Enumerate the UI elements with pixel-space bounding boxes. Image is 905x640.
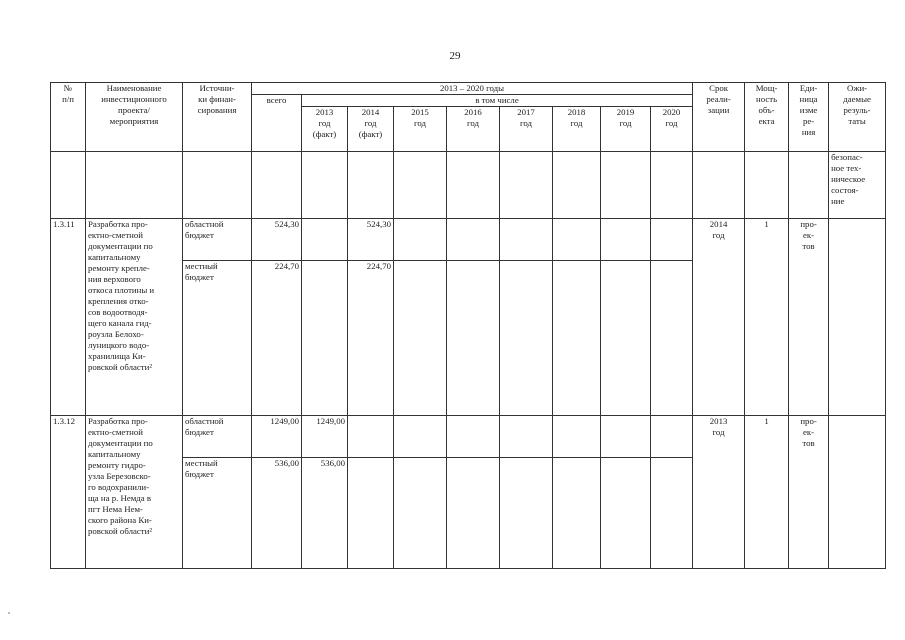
amount-2013 bbox=[302, 261, 348, 416]
header-year-2020: 2020 год bbox=[651, 107, 693, 152]
header-year-2019: 2019 год bbox=[601, 107, 651, 152]
expected-result bbox=[829, 416, 886, 569]
investment-projects-table bbox=[50, 82, 886, 569]
header-source: Источни- ки финан- сирования bbox=[183, 83, 252, 152]
amount-total: 224,70 bbox=[252, 261, 302, 416]
project-name: Разработка про- ектно-сметной документации по капитальному ремонту гидро- узла Березовско- го водохранили- ща на р. Немда в пгт Нема Нем- ского района Ки- ровской области² bbox=[86, 416, 183, 569]
row-number: 1.3.11 bbox=[51, 219, 86, 416]
amount-total: 536,00 bbox=[252, 458, 302, 569]
header-year-2017: 2017 год bbox=[500, 107, 553, 152]
unit-of-measure: про- ек- тов bbox=[789, 219, 829, 416]
object-capacity: 1 bbox=[745, 416, 789, 569]
header-name: Наименование инвестиционного проекта/ мероприятия bbox=[86, 83, 183, 152]
expected-result bbox=[829, 219, 886, 416]
header-total: всего bbox=[252, 95, 302, 152]
row-number: 1.3.12 bbox=[51, 416, 86, 569]
implementation-term: 2013 год bbox=[693, 416, 745, 569]
header-year-2013: 2013 год (факт) bbox=[302, 107, 348, 152]
header-unit: Еди- ница изме ре- ния bbox=[789, 83, 829, 152]
amount-total: 1249,00 bbox=[252, 416, 302, 458]
header-result: Ожи- даемые резуль- таты bbox=[829, 83, 886, 152]
funding-source: местный бюджет bbox=[183, 261, 252, 416]
page-number: 29 bbox=[449, 50, 461, 62]
funding-source: местный бюджет bbox=[183, 458, 252, 569]
amount-2013: 536,00 bbox=[302, 458, 348, 569]
amount-total: 524,30 bbox=[252, 219, 302, 261]
implementation-term: 2014 год bbox=[693, 219, 745, 416]
amount-2014: 224,70 bbox=[348, 261, 394, 416]
header-year-2015: 2015 год bbox=[394, 107, 447, 152]
header-no: № п/п bbox=[51, 83, 86, 152]
funding-source: областной бюджет bbox=[183, 219, 252, 261]
header-years-group: 2013 – 2020 годы bbox=[252, 83, 693, 95]
table-row bbox=[51, 219, 886, 261]
amount-2014 bbox=[348, 416, 394, 458]
project-name: Разработка про- ектно-сметной документации по капитальному ремонту крепле- ния верхового откоса плотины и крепления отко- сов водоотводя- щего канала гид- роузла Белохо- луницкого водо- хранилища Ки- ровской области² bbox=[86, 219, 183, 416]
table-row bbox=[51, 416, 886, 458]
amount-2014 bbox=[348, 458, 394, 569]
header-incl-group: в том числе bbox=[302, 95, 693, 107]
header-year-2014: 2014 год (факт) bbox=[348, 107, 394, 152]
amount-2013: 1249,00 bbox=[302, 416, 348, 458]
header-row-1 bbox=[51, 83, 886, 95]
header-term: Срок реали- зации bbox=[693, 83, 745, 152]
header-year-2016: 2016 год bbox=[447, 107, 500, 152]
object-capacity: 1 bbox=[745, 219, 789, 416]
header-year-2018: 2018 год bbox=[553, 107, 601, 152]
header-capacity: Мощ- ность объ- екта bbox=[745, 83, 789, 152]
amount-2013 bbox=[302, 219, 348, 261]
unit-of-measure: про- ек- тов bbox=[789, 416, 829, 569]
continuation-row bbox=[51, 152, 886, 219]
scan-artifact bbox=[8, 612, 10, 614]
amount-2014: 524,30 bbox=[348, 219, 394, 261]
continuation-result: безопас- ное тех- ническое состоя- ние bbox=[829, 152, 886, 219]
funding-source: областной бюджет bbox=[183, 416, 252, 458]
